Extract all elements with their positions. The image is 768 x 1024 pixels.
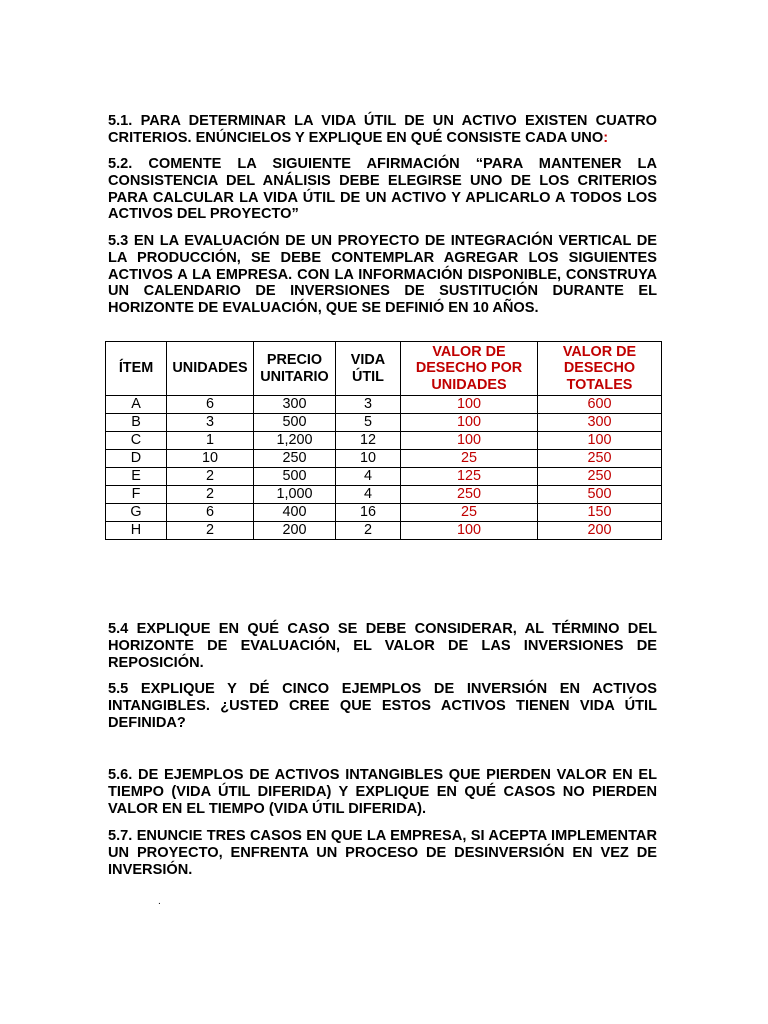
header-unit-price: PRECIO UNITARIO [254,342,336,396]
cell-unit-price: 1,000 [254,486,336,504]
question-5-1-colon: : [603,129,609,146]
cell-salvage-total: 100 [538,432,662,450]
cell-units: 2 [167,486,254,504]
cell-unit-price: 500 [254,414,336,432]
cell-salvage-per-unit: 100 [401,432,538,450]
header-useful-life: VIDA ÚTIL [336,342,401,396]
cell-units: 2 [167,468,254,486]
assets-table [105,341,662,540]
cell-unit-price: 250 [254,450,336,468]
cell-salvage-total: 250 [538,468,662,486]
question-5-7: 5.7. ENUNCIE TRES CASOS EN QUE LA EMPRESA, SI ACEPTA IMPLEMENTAR UN PROYECTO, ENFRENTA UN PROCESO DE DESINVERSIÓN EN VEZ DE INVERSIÓN. [108,828,657,878]
header-salvage-total: VALOR DE DESECHO TOTALES [538,342,662,396]
table-row [106,432,662,450]
cell-useful-life: 16 [336,504,401,522]
cell-salvage-total: 600 [538,396,662,414]
cell-item: E [106,468,167,486]
cell-item: A [106,396,167,414]
question-5-6: 5.6. DE EJEMPLOS DE ACTIVOS INTANGIBLES QUE PIERDEN VALOR EN EL TIEMPO (VIDA ÚTIL DIFERIDA) Y EXPLIQUE EN QUÉ CASOS NO PIERDEN VALOR EN EL TIEMPO (VIDA ÚTIL DIFERIDA). [108,767,657,817]
table-row [106,522,662,540]
cell-unit-price: 200 [254,522,336,540]
cell-item: B [106,414,167,432]
cell-unit-price: 1,200 [254,432,336,450]
question-5-1 [108,113,657,147]
stray-dot: . [158,896,161,907]
cell-useful-life: 2 [336,522,401,540]
cell-salvage-total: 250 [538,450,662,468]
cell-salvage-per-unit: 100 [401,522,538,540]
cell-useful-life: 3 [336,396,401,414]
cell-salvage-per-unit: 100 [401,396,538,414]
cell-useful-life: 10 [336,450,401,468]
cell-salvage-total: 500 [538,486,662,504]
cell-salvage-total: 200 [538,522,662,540]
cell-units: 6 [167,396,254,414]
cell-salvage-per-unit: 25 [401,504,538,522]
question-5-2: 5.2. COMENTE LA SIGUIENTE AFIRMACIÓN “PARA MANTENER LA CONSISTENCIA DEL ANÁLISIS DEBE ELEGIRSE UNO DE LOS CRITERIOS PARA CALCULAR LA VIDA ÚTIL DE UN ACTIVO Y APLICARLO A TODOS LOS ACTIVOS DEL PROYECTO” [108,156,657,223]
cell-salvage-per-unit: 250 [401,486,538,504]
cell-unit-price: 400 [254,504,336,522]
table-row [106,450,662,468]
question-5-1-text: 5.1. PARA DETERMINAR LA VIDA ÚTIL DE UN ACTIVO EXISTEN CUATRO CRITERIOS. ENÚNCIELOS Y EXPLIQUE EN QUÉ CONSISTE CADA UNO [108,113,657,146]
cell-item: C [106,432,167,450]
cell-units: 6 [167,504,254,522]
header-units: UNIDADES [167,342,254,396]
header-item: ÍTEM [106,342,167,396]
table-header-row [106,342,662,396]
cell-item: D [106,450,167,468]
cell-units: 1 [167,432,254,450]
cell-salvage-total: 150 [538,504,662,522]
cell-salvage-total: 300 [538,414,662,432]
cell-useful-life: 5 [336,414,401,432]
cell-item: F [106,486,167,504]
cell-unit-price: 500 [254,468,336,486]
question-5-4: 5.4 EXPLIQUE EN QUÉ CASO SE DEBE CONSIDERAR, AL TÉRMINO DEL HORIZONTE DE EVALUACIÓN, EL VALOR DE LAS INVERSIONES DE REPOSICIÓN. [108,621,657,671]
table-row [106,468,662,486]
cell-item: G [106,504,167,522]
cell-useful-life: 4 [336,468,401,486]
question-5-3: 5.3 EN LA EVALUACIÓN DE UN PROYECTO DE INTEGRACIÓN VERTICAL DE LA PRODUCCIÓN, SE DEBE CONTEMPLAR AGREGAR LOS SIGUIENTES ACTIVOS A LA EMPRESA. CON LA INFORMACIÓN DISPONIBLE, CONSTRUYA UN CALENDARIO DE INVERSIONES DE SUSTITUCIÓN DURANTE EL HORIZONTE DE EVALUACIÓN, QUE SE DEFINIÓ EN 10 AÑOS. [108,233,657,317]
header-salvage-per-unit: VALOR DE DESECHO POR UNIDADES [401,342,538,396]
cell-units: 10 [167,450,254,468]
cell-salvage-per-unit: 125 [401,468,538,486]
table-row [106,414,662,432]
table-row [106,486,662,504]
cell-item: H [106,522,167,540]
cell-useful-life: 12 [336,432,401,450]
table-row [106,504,662,522]
cell-units: 2 [167,522,254,540]
cell-units: 3 [167,414,254,432]
cell-salvage-per-unit: 25 [401,450,538,468]
cell-useful-life: 4 [336,486,401,504]
question-5-5: 5.5 EXPLIQUE Y DÉ CINCO EJEMPLOS DE INVERSIÓN EN ACTIVOS INTANGIBLES. ¿USTED CREE QUE ESTOS ACTIVOS TIENEN VIDA ÚTIL DEFINIDA? [108,681,657,731]
cell-unit-price: 300 [254,396,336,414]
cell-salvage-per-unit: 100 [401,414,538,432]
table-row [106,396,662,414]
